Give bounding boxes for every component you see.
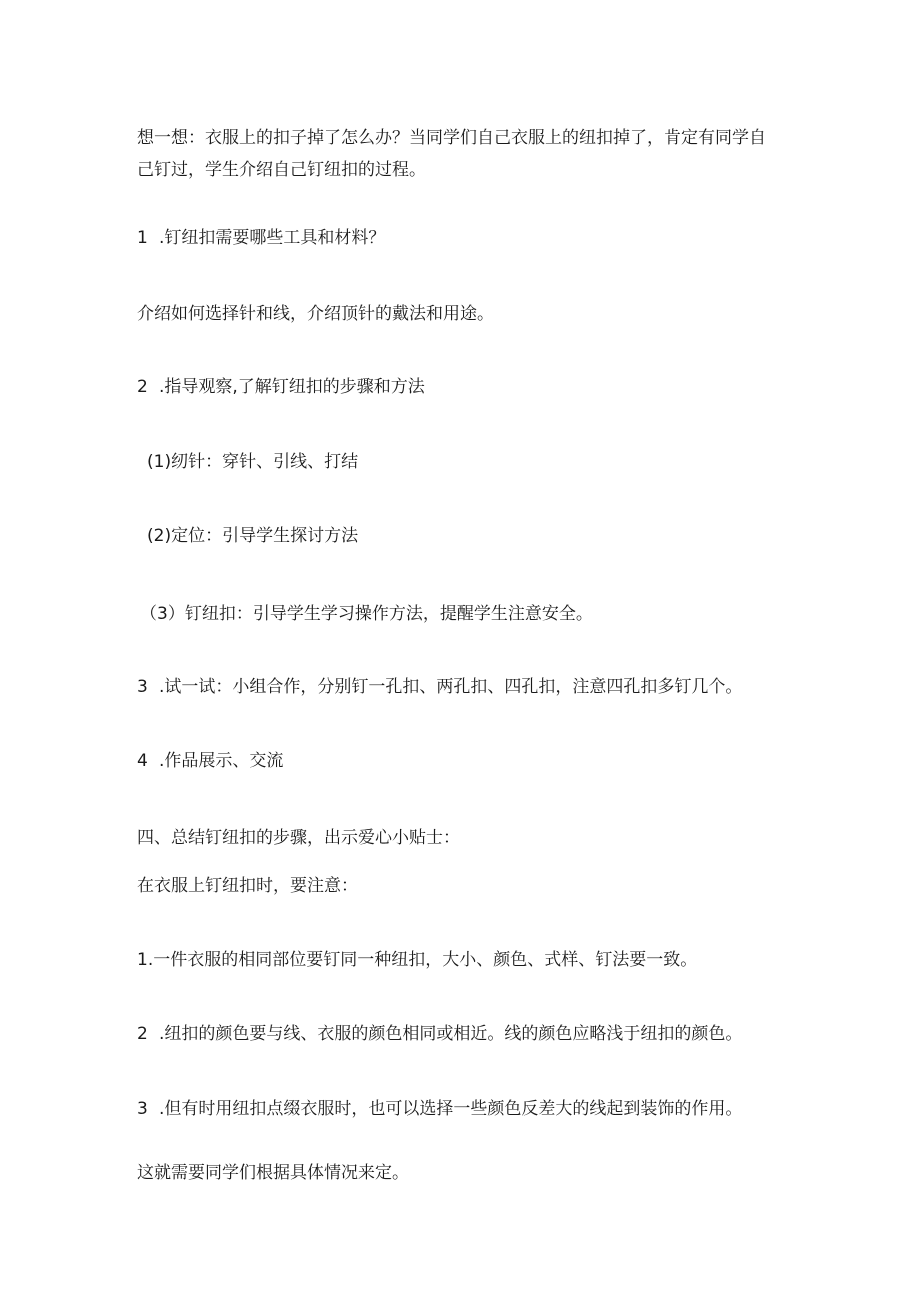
item-3: [137, 675, 742, 699]
note-intro: 在衣服上钉纽扣时，要注意：: [137, 876, 358, 896]
sub-step-1: (1)纫针：穿针、引线、打结: [147, 452, 359, 472]
item-4: [137, 749, 283, 773]
tip-1: 1.一件衣服的相同部位要钉同一种纽扣，大小、颜色、式样、钉法要一致。: [137, 950, 698, 970]
item-2: [137, 375, 425, 399]
tip-2: [137, 1022, 742, 1046]
sub-step-3: （3）钉纽扣：引导学生学习操作方法，提醒学生注意安全。: [140, 604, 593, 624]
intro-paragraph: 想一想：衣服上的扣子掉了怎么办？当同学们自己衣服上的纽扣掉了，肯定有同学自己钉过，学生介绍自己钉纽扣的过程。: [137, 128, 766, 180]
tip-3: [137, 1097, 742, 1121]
section-4-title: 四、总结钉纽扣的步骤，出示爱心小贴士：: [137, 828, 460, 848]
item-4-text: .作品展示、交流: [159, 751, 284, 771]
item-3-number: 3: [137, 677, 148, 697]
item-4-number: 4: [137, 751, 148, 771]
item-1: [137, 226, 385, 250]
item-1-number: 1: [137, 228, 148, 248]
item-1-description: 介绍如何选择针和线，介绍顶针的戴法和用途。: [137, 304, 494, 324]
tip-2-text: .纽扣的颜色要与线、衣服的颜色相同或相近。线的颜色应略浅于纽扣的颜色。: [159, 1024, 743, 1044]
tip-2-number: 2: [137, 1024, 148, 1044]
item-1-text: .钉纽扣需要哪些工具和材料？: [159, 228, 386, 248]
closing-line: 这就需要同学们根据具体情况来定。: [137, 1163, 409, 1183]
item-2-number: 2: [137, 377, 148, 397]
item-2-text: .指导观察,了解钉纽扣的步骤和方法: [159, 377, 425, 397]
sub-step-2: (2)定位：引导学生探讨方法: [147, 526, 359, 546]
tip-3-number: 3: [137, 1099, 148, 1119]
tip-3-text: .但有时用纽扣点缀衣服时，也可以选择一些颜色反差大的线起到装饰的作用。: [159, 1099, 743, 1119]
item-3-text: .试一试：小组合作，分别钉一孔扣、两孔扣、四孔扣，注意四孔扣多钉几个。: [159, 677, 743, 697]
